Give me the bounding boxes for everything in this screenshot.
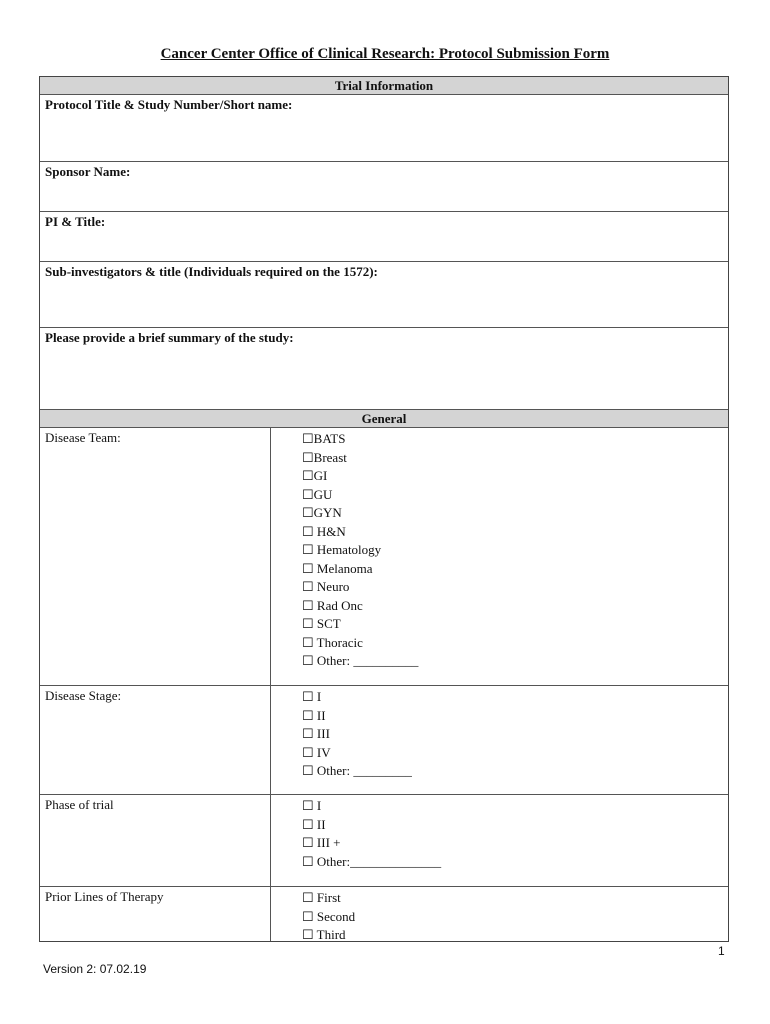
checkbox-option[interactable]: ☐ Hematology bbox=[302, 542, 382, 557]
sub-investigators-label: Sub-investigators & title (Individuals required on the 1572): bbox=[45, 264, 378, 279]
checkbox-option[interactable]: ☐ III bbox=[302, 726, 330, 741]
form-table bbox=[39, 76, 729, 942]
general-heading: General bbox=[40, 410, 728, 428]
checkbox-option[interactable]: ☐ H&N bbox=[302, 523, 346, 539]
sponsor-name-label: Sponsor Name: bbox=[45, 164, 131, 179]
checkbox-option[interactable]: ☐ I bbox=[302, 689, 322, 704]
disease-stage-row bbox=[40, 685, 728, 794]
checkbox-option[interactable]: ☐ Other: _________ bbox=[302, 763, 412, 778]
pi-title-label: PI & Title: bbox=[45, 214, 106, 229]
checkbox-option[interactable]: ☐ SCT bbox=[302, 616, 341, 631]
checkbox-option[interactable]: ☐GYN bbox=[302, 505, 342, 520]
prior-lines-label: Prior Lines of Therapy bbox=[40, 887, 271, 941]
checkbox-option[interactable]: ☐ Neuro bbox=[302, 579, 350, 594]
protocol-title-label: Protocol Title & Study Number/Short name: bbox=[45, 97, 293, 112]
checkbox-option[interactable]: ☐Breast bbox=[302, 449, 347, 465]
study-summary-field[interactable] bbox=[40, 328, 728, 410]
pi-title-field[interactable] bbox=[40, 212, 728, 262]
study-summary-label: Please provide a brief summary of the study: bbox=[45, 330, 294, 345]
sponsor-name-field[interactable] bbox=[40, 162, 728, 212]
phase-of-trial-options bbox=[271, 795, 728, 886]
page-number: 1 bbox=[718, 944, 725, 958]
disease-team-label: Disease Team: bbox=[40, 428, 271, 685]
disease-stage-label: Disease Stage: bbox=[40, 686, 271, 794]
disease-team-row bbox=[40, 428, 728, 685]
checkbox-option[interactable]: ☐ Melanoma bbox=[302, 560, 373, 576]
checkbox-option[interactable]: ☐GU bbox=[302, 486, 333, 502]
version-label: Version 2: 07.02.19 bbox=[43, 962, 147, 976]
disease-team-options bbox=[271, 428, 728, 685]
disease-stage-options bbox=[271, 686, 728, 794]
phase-of-trial-row bbox=[40, 794, 728, 886]
protocol-title-field[interactable] bbox=[40, 95, 728, 162]
checkbox-option[interactable]: ☐ Other:______________ bbox=[302, 853, 442, 869]
checkbox-option[interactable]: ☐ II bbox=[302, 707, 326, 723]
checkbox-option[interactable]: ☐ Third bbox=[302, 927, 346, 942]
checkbox-option[interactable]: ☐ First bbox=[302, 890, 341, 905]
form-title: Cancer Center Office of Clinical Research: Protocol Submission Form bbox=[160, 46, 610, 62]
checkbox-option[interactable]: ☐ II bbox=[302, 816, 326, 832]
checkbox-option[interactable]: ☐ IV bbox=[302, 744, 331, 760]
checkbox-option[interactable]: ☐ Rad Onc bbox=[302, 597, 363, 613]
checkbox-option[interactable]: ☐BATS bbox=[302, 431, 346, 446]
phase-of-trial-label: Phase of trial bbox=[40, 795, 271, 886]
checkbox-option[interactable]: ☐ I bbox=[302, 798, 322, 813]
prior-lines-row bbox=[40, 886, 728, 941]
trial-information-heading: Trial Information bbox=[40, 77, 728, 95]
checkbox-option[interactable]: ☐GI bbox=[302, 468, 328, 483]
prior-lines-options bbox=[271, 887, 728, 941]
checkbox-option[interactable]: ☐ III + bbox=[302, 835, 341, 850]
sub-investigators-field[interactable] bbox=[40, 262, 728, 328]
checkbox-option[interactable]: ☐ Thoracic bbox=[302, 634, 363, 650]
checkbox-option[interactable]: ☐ Other: __________ bbox=[302, 653, 419, 668]
checkbox-option[interactable]: ☐ Second bbox=[302, 908, 356, 924]
